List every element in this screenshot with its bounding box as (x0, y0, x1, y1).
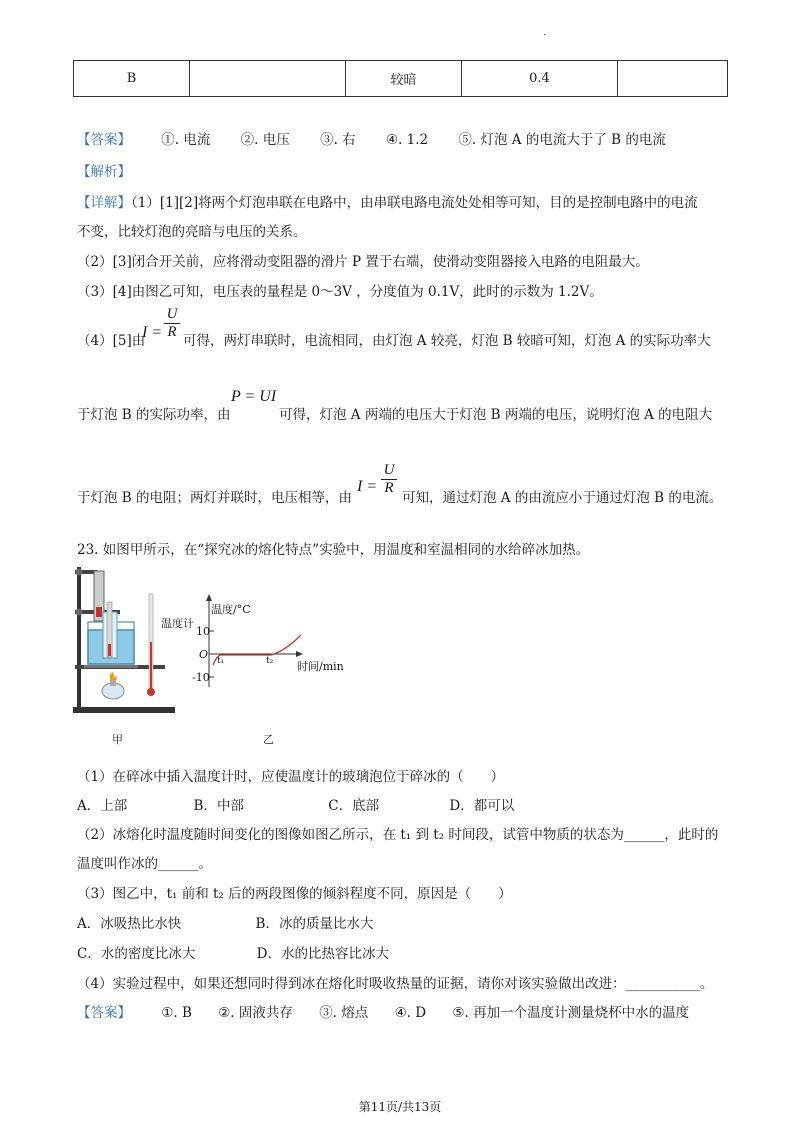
sub-question-1: （1）在碎冰中插入温度计时，应使温度计的玻璃泡位于碎冰的（ ） (77, 769, 505, 785)
answer-item: ③. 熔点 (319, 1005, 369, 1021)
answer-line-2 (77, 1001, 689, 1021)
formula-1-den: R (167, 324, 177, 340)
detail-line-6-post: 可得，灯泡 A 两端的电压大于灯泡 B 两端的电压，说明灯泡 A 的电阻大 (279, 407, 713, 423)
detail-line-7-pre: 于灯泡 B 的电阻；两灯并联时，电压相等，由 (77, 490, 353, 506)
option: A．上部 (77, 798, 128, 814)
formula-1-num: U (166, 306, 178, 322)
sub-question-2-line-1: （2）冰熔化时温度随时间变化的图像如图乙所示，在 t₁ 到 t₂ 时间段，试管中物质的状态为______，此时的 (77, 827, 719, 843)
cell-bulb: B (74, 61, 190, 97)
graph-t1: t₁ (217, 656, 225, 666)
graph-ytick: -10 (192, 671, 210, 684)
page-footer: 第11页/共13页 (358, 1100, 442, 1114)
detail-line-6-pre: 于灯泡 B 的实际功率，由 (77, 407, 231, 423)
thermometer-figure (146, 592, 156, 698)
answer-item: ③. 右 (320, 132, 356, 148)
detail-line-5-post: 可得，两灯串联时，电流相同，由灯泡 A 较亮，灯泡 B 较暗可知，灯泡 A 的实际功率大 (183, 333, 711, 349)
cell-empty-1 (190, 61, 346, 97)
answer-tag: 【答案】 (77, 1005, 131, 1021)
data-table-row (73, 60, 728, 97)
formula-3-num: U (383, 462, 395, 478)
formula-3-den: R (384, 480, 394, 496)
sub-question-4: （4）实验过程中，如果还想同时得到冰在熔化时吸收热量的证据，请你对该实验做出改进：___________。 (77, 976, 714, 992)
answer-item: ④. D (394, 1005, 427, 1021)
detail-line-5-pre: （4）[5]由 (77, 333, 146, 349)
apparatus-figure (70, 562, 180, 714)
answer-item: ⑤. 灯泡 A 的电流大于了 B 的电流 (458, 132, 666, 148)
thermometer-label: 温度计 (161, 617, 194, 630)
sub-question-2-line-2: 温度叫作冰的______。 (77, 856, 212, 872)
answer-item: ⑤. 再加一个温度计测量烧杯中水的温度 (452, 1005, 690, 1021)
option: C．底部 (328, 798, 380, 814)
detail-line-3: （2）[3]闭合开关前，应将滑动变阻器的滑片 P 置于右端，使滑动变阻器接入电路的电阻最大。 (77, 254, 649, 270)
graph-ytick: 10 (196, 625, 210, 638)
page-dot: . (543, 27, 547, 38)
answer-tag: 【答案】 (77, 132, 131, 148)
y-axis-arrow (206, 594, 212, 601)
answer-item: ①. B (161, 1005, 192, 1021)
sub-question-1-options (77, 794, 514, 814)
option: B．冰的质量比水大 (255, 916, 374, 932)
answer-line-1 (77, 128, 666, 148)
option: D．水的比热容比冰大 (256, 946, 389, 962)
option: A．冰吸热比水快 (77, 916, 182, 932)
option: C．水的密度比冰大 (77, 946, 196, 962)
x-axis-arrow (296, 651, 303, 657)
figure-label-yi: 乙 (263, 733, 274, 746)
formula-3-lhs: I = (357, 478, 378, 495)
detail-line-2: 不变，比较灯泡的亮暗与电压的关系。 (77, 224, 307, 240)
graph-origin: O (199, 648, 209, 661)
option: B．中部 (193, 798, 244, 814)
formula-1-lhs: I = (142, 324, 163, 341)
sub-question-3-options-row-2 (77, 942, 389, 962)
question-23-stem: 23. 如图甲所示，在“探究冰的熔化特点”实验中，用温度和室温相同的水给碎冰加热。 (77, 542, 590, 558)
sub-question-3: （3）图乙中，t₁ 前和 t₂ 后的两段图像的倾斜程度不同，原因是（ ） (77, 886, 512, 902)
answer-item: ②. 电压 (240, 132, 290, 148)
sub-question-3-options-row-1 (77, 912, 373, 932)
figure-label-jia: 甲 (112, 733, 123, 746)
option: D．都可以 (449, 798, 515, 814)
cell-brightness: 较暗 (346, 61, 462, 97)
graph-ylabel: 温度/°C (211, 603, 251, 616)
formula-1-fraction (164, 306, 180, 341)
detail-line-7-post: 可知，通过灯泡 A 的由流应小于通过灯泡 B 的电流。 (402, 490, 723, 506)
detail-tag: 【详解】 (77, 195, 131, 211)
graph-xlabel: 时间/min (297, 660, 344, 673)
detail-line-4: （3）[4]由图乙可知，电压表的量程是 0～3V ，分度值为 0.1V，此时的示数为 1.2V。 (77, 284, 603, 300)
graph-t2: t₂ (266, 656, 274, 666)
formula-2: P = UI (231, 388, 277, 405)
cell-empty-2 (618, 61, 728, 97)
detail-line-1 (77, 191, 698, 211)
cell-value: 0.4 (462, 61, 618, 97)
analysis-tag: 【解析】 (77, 164, 131, 180)
answer-item: ④. 1.2 (385, 132, 429, 148)
detail-text: （1）[1][2]将两个灯泡串联在电路中，由串联电路电流处处相等可知，目的是控制电路中的电流 (131, 195, 698, 211)
melting-curve (213, 635, 301, 665)
formula-3-fraction (381, 462, 397, 497)
answer-item: ①. 电流 (161, 132, 211, 148)
answer-item: ②. 固液共存 (218, 1005, 293, 1021)
